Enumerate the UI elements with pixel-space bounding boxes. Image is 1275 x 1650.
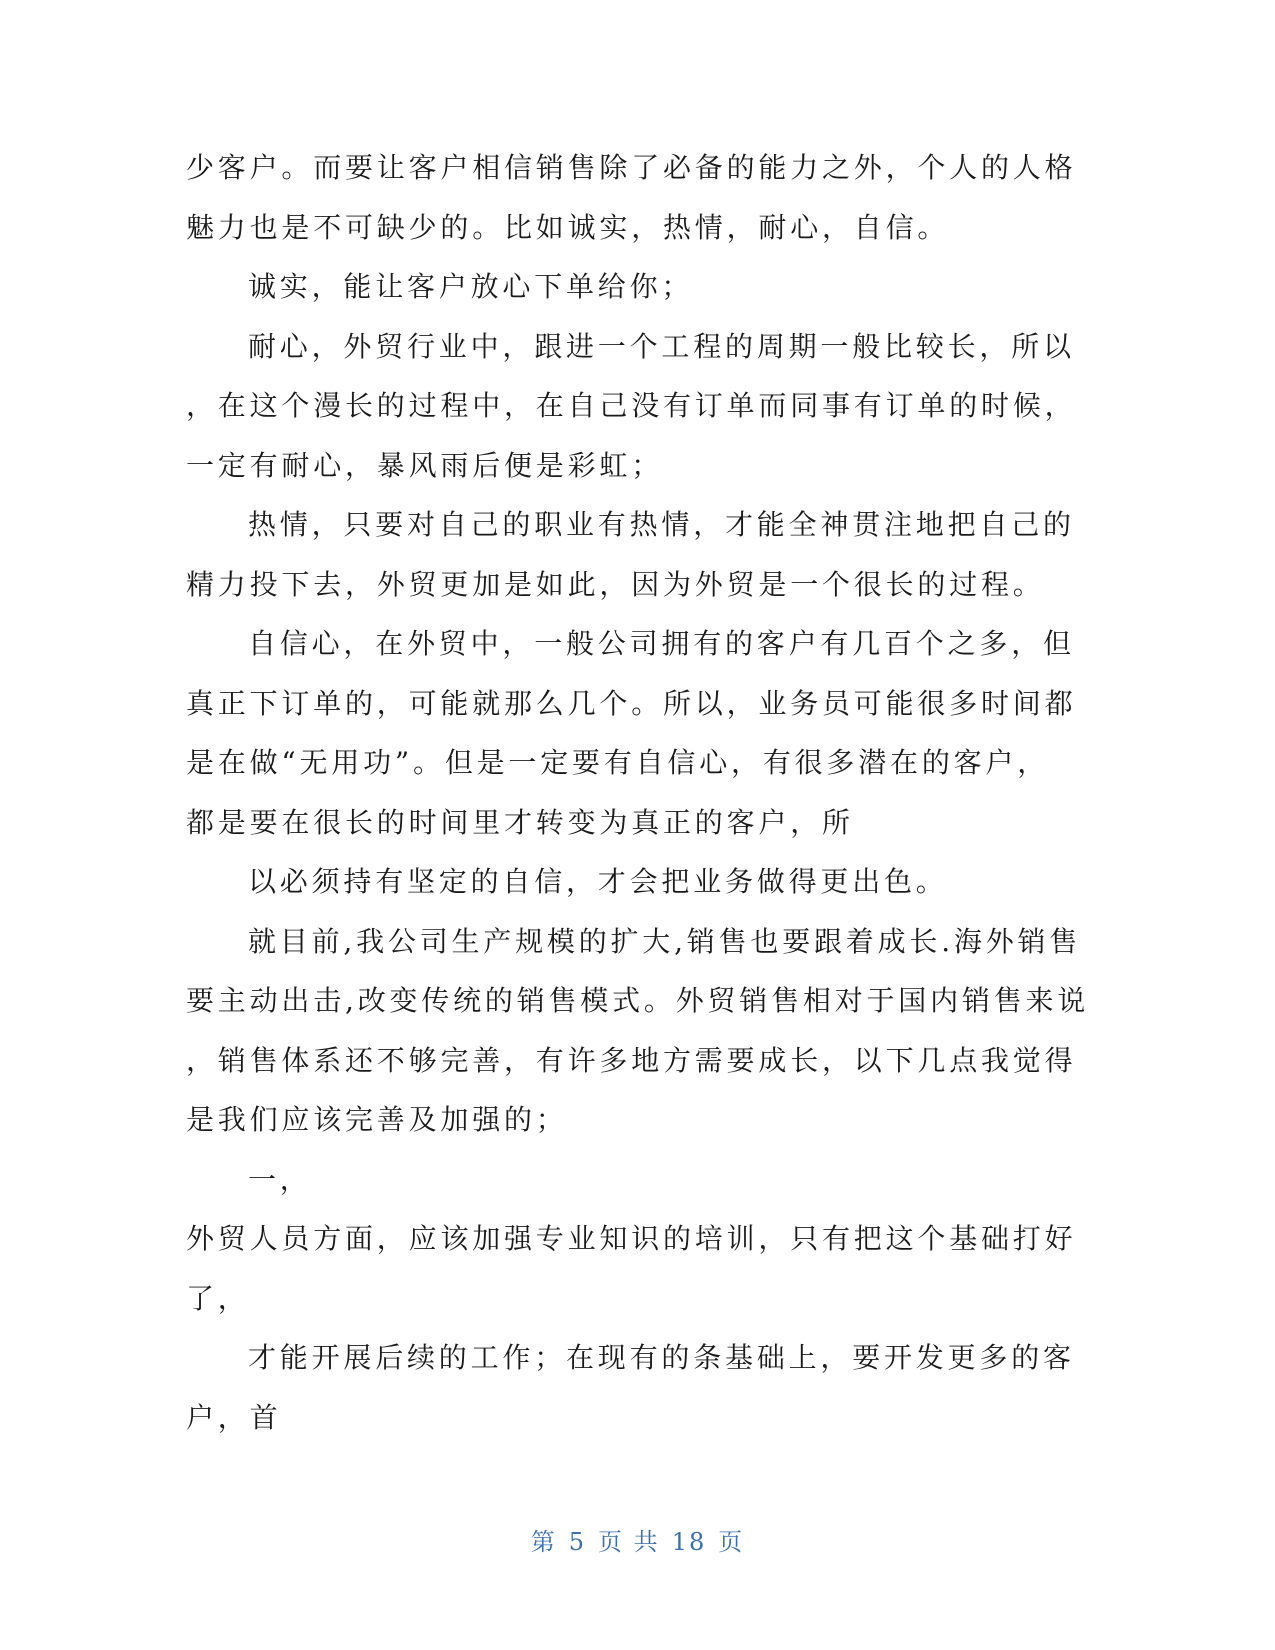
- page-label-mid: 页 共: [598, 1528, 660, 1556]
- text-line: 一定有耐心，暴风雨后便是彩虹；: [186, 448, 664, 482]
- text-line: 精力投下去，外贸更加是如此，因为外贸是一个很长的过程。: [186, 567, 1045, 601]
- text-line: 户，首: [186, 1400, 282, 1434]
- text-line: ，在这个漫长的过程中，在自己没有订单而同事有订单的时候，: [186, 389, 1077, 422]
- text-line: 就目前,我公司生产规模的扩大,销售也要跟着成长.海外销售: [248, 924, 1082, 958]
- text-line: 耐心，外贸行业中，跟进一个工程的周期一般比较长，所以: [248, 329, 1075, 363]
- text-line: 要主动出击,改变传统的销售模式。外贸销售相对于国内销售来说: [186, 984, 1090, 1017]
- text-line: 外贸人员方面，应该加强专业知识的培训，只有把这个基础打好: [186, 1222, 1077, 1255]
- text-line: 真正下订单的，可能就那么几个。所以，业务员可能很多时间都: [186, 686, 1077, 720]
- text-line: 都是要在很长的时间里才转变为真正的客户，所: [186, 805, 854, 839]
- text-line: 魅力也是不可缺少的。比如诚实，热情，耐心，自信。: [186, 210, 950, 244]
- text-line: 了，: [186, 1281, 250, 1315]
- text-line: 自信心，在外贸中，一般公司拥有的客户有几百个之多，但: [248, 627, 1075, 660]
- page-label-prefix: 第: [530, 1528, 557, 1556]
- text-line: 少客户。而要让客户相信销售除了必备的能力之外，个人的人格: [186, 151, 1077, 184]
- text-line: ，销售体系还不够完善，有许多地方需要成长，以下几点我觉得: [186, 1043, 1077, 1077]
- text-line: 才能开展后续的工作；在现有的条基础上，要开发更多的客: [248, 1341, 1075, 1374]
- document-body: [186, 138, 1090, 1447]
- text-line: 是在做“无用功”。但是一定要有自信心，有很多潜在的客户，: [186, 746, 1050, 779]
- page-footer: [0, 1522, 1275, 1557]
- text-line: 以必须持有坚定的自信，才会把业务做得更出色。: [248, 865, 948, 898]
- text-line: 诚实，能让客户放心下单给你；: [248, 270, 694, 303]
- text-line: 是我们应该完善及加强的；: [186, 1103, 568, 1136]
- text-line: 热情，只要对自己的职业有热情，才能全神贯注地把自己的: [248, 508, 1075, 541]
- current-page-number: 5: [568, 1528, 587, 1556]
- total-page-count: 18: [671, 1528, 707, 1556]
- page-label-suffix: 页: [718, 1528, 745, 1556]
- text-line: 一，: [248, 1162, 312, 1196]
